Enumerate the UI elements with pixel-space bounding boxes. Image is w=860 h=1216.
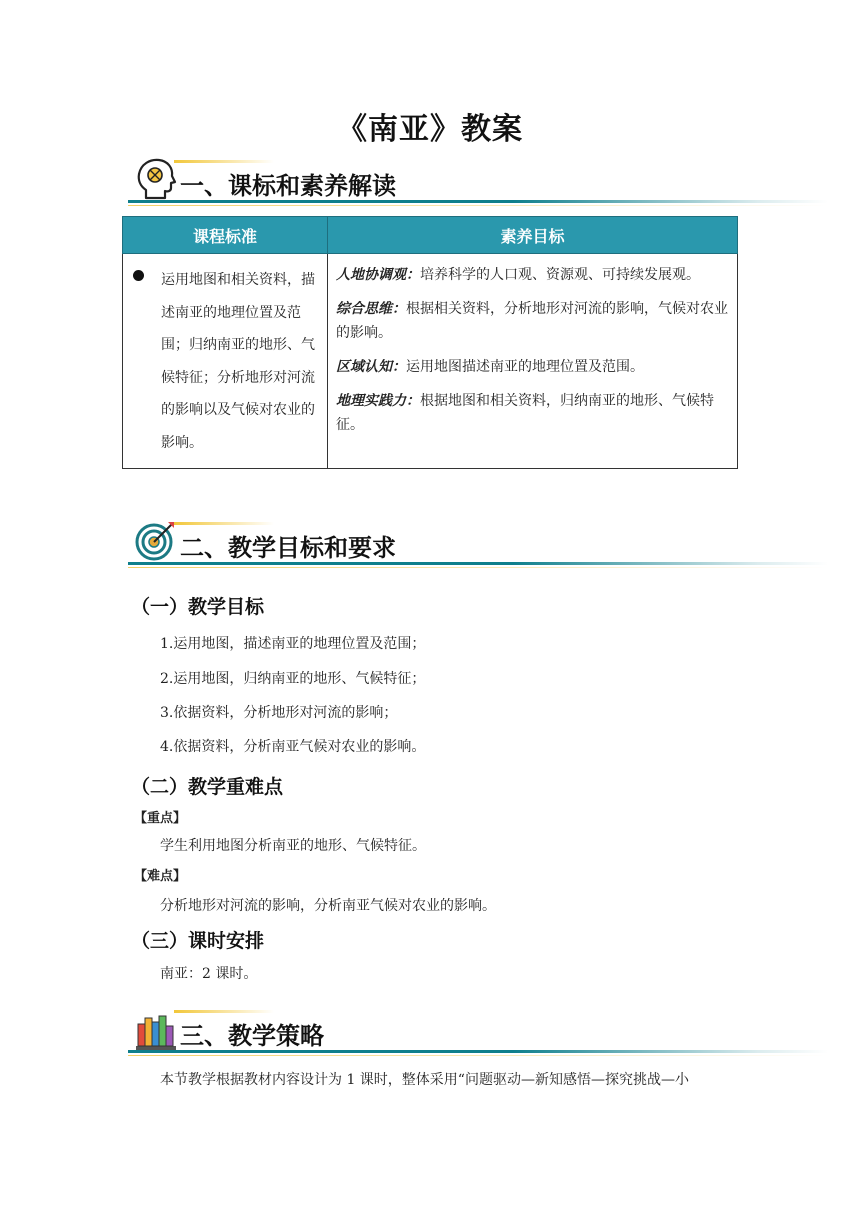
goal-item xyxy=(336,389,731,437)
section-title-1: 一、课标和素养解读 xyxy=(180,172,396,200)
goals-cell xyxy=(328,254,738,469)
standard-cell xyxy=(123,254,328,469)
goal-label: 人地协调观： xyxy=(336,267,420,283)
section-title-3: 三、教学策略 xyxy=(180,1022,324,1050)
header-accent xyxy=(174,160,274,163)
goal-item xyxy=(336,355,731,379)
header-accent xyxy=(174,522,274,525)
objectives-heading: （一）教学目标 xyxy=(131,596,265,618)
head-brain-icon xyxy=(132,156,178,202)
goal-label: 区域认知： xyxy=(336,359,406,375)
header-rule-thin xyxy=(128,567,828,568)
header-accent xyxy=(174,1010,274,1013)
objective-item: 3.依据资料，分析地形对河流的影响； xyxy=(160,705,398,721)
header-rule xyxy=(128,200,828,203)
goal-text: 根据相关资料，分析地形对河流的影响，气候对农业的影响。 xyxy=(336,301,728,341)
difficulty-text: 分析地形对河流的影响，分析南亚气候对农业的影响。 xyxy=(160,898,496,914)
header-rule xyxy=(128,1050,828,1053)
schedule-heading: （三）课时安排 xyxy=(131,930,265,952)
section-header-2 xyxy=(128,518,828,568)
strategy-text: 本节教学根据教材内容设计为 1 课时，整体采用“问题驱动—新知感悟—探究挑战—小 xyxy=(160,1072,689,1088)
section-header-1 xyxy=(128,156,828,206)
keypoints-heading: （二）教学重难点 xyxy=(131,776,284,798)
section-header-3 xyxy=(128,1006,828,1056)
target-icon xyxy=(132,518,178,564)
goal-text: 培养科学的人口观、资源观、可持续发展观。 xyxy=(420,267,700,283)
key-label: 【重点】 xyxy=(134,811,187,826)
table-header-goals: 素养目标 xyxy=(328,217,738,254)
goal-text: 根据地图和相关资料，归纳南亚的地形、气候特征。 xyxy=(336,393,714,433)
section-title-2: 二、教学目标和要求 xyxy=(180,534,396,562)
goal-item xyxy=(336,297,731,345)
header-rule-thin xyxy=(128,205,828,206)
objective-item: 1.运用地图，描述南亚的地理位置及范围； xyxy=(160,636,426,652)
schedule-text: 南亚：2 课时。 xyxy=(160,966,258,982)
goal-item xyxy=(336,263,731,287)
objective-item: 2.运用地图，归纳南亚的地形、气候特征； xyxy=(160,671,426,687)
standards-table xyxy=(122,216,738,469)
goal-text: 运用地图描述南亚的地理位置及范围。 xyxy=(406,359,644,375)
goal-label: 地理实践力： xyxy=(336,393,420,409)
standard-text: 运用地图和相关资料，描述南亚的地理位置及范围；归纳南亚的地形、气候特征；分析地形对河流的影响以及气候对农业的影响。 xyxy=(161,272,315,451)
books-icon xyxy=(132,1006,178,1052)
difficulty-label: 【难点】 xyxy=(134,869,187,884)
table-header-standard: 课程标准 xyxy=(123,217,328,254)
page-title: 《南亚》教案 xyxy=(337,112,523,147)
goal-label: 综合思维： xyxy=(336,301,406,317)
header-rule-thin xyxy=(128,1055,828,1056)
objective-item: 4.依据资料，分析南亚气候对农业的影响。 xyxy=(160,739,426,755)
key-text: 学生利用地图分析南亚的地形、气候特征。 xyxy=(160,838,426,854)
header-rule xyxy=(128,562,828,565)
bullet-icon xyxy=(133,270,144,281)
